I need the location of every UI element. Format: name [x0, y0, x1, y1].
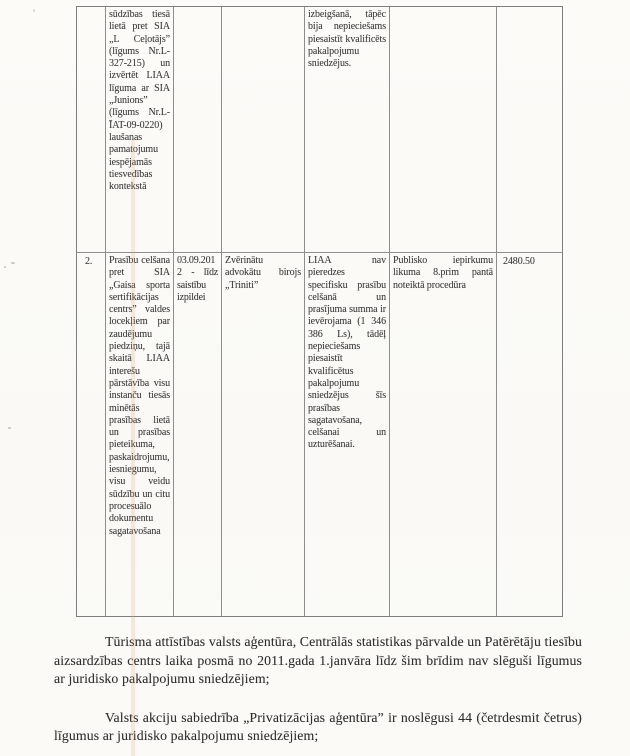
row1-amount-cell	[497, 7, 562, 253]
row1-number-cell	[77, 7, 106, 253]
row2-term-cell: 03.09.2012 - līdz saistību izpildei	[174, 253, 222, 616]
row2-justification-cell: LIAA nav pieredzes specifisku prasību celšanā un prasījuma summa ir ievērojama (1 346 386 Ls), tādēļ nepieciešams piesaistīt kvalificētus pakalpojumu sniedzējus šīs prasības sagatavošana, celšanai un uzturēšanai.	[305, 253, 390, 616]
body-paragraph-1: Tūrisma attīstības valsts aģentūra, Centrālās statistikas pārvalde un Patērētāju tiesību aizsardzības centrs laika posmā no 2011.gada 1.janvāra līdz šim brīdim nav slēguši līgumus ar juridisko pakalpojumu sniedzējiem;	[54, 634, 583, 687]
row2-procedure-cell: Publisko iepirkumu likuma 8.prim pantā noteiktā procedūra	[390, 253, 497, 616]
scan-speck	[8, 427, 11, 429]
body-text-block	[54, 633, 582, 746]
row2-amount-cell: 2480.50	[503, 256, 535, 267]
row1-description-cell: sūdzības tiesā lietā pret SIA „L Ceļotājs” (līgums Nr.L-327-215) un izvērtēt LIAA līguma ar SIA „Junions” (līgums Nr.L-ĪAT-09-0220) laušanas pamatojumu iespējamās tiesvedības kontekstā	[106, 7, 174, 253]
scan-speck	[11, 262, 15, 264]
row1-justification-cell: izbeigšanā, tāpēc bija nepieciešams piesaistīt kvalificēts pakalpojumu sniedzējus.	[305, 7, 390, 253]
row1-term-cell	[174, 7, 222, 253]
row2-number-cell: 2.	[77, 253, 106, 616]
row2-description-cell: Prasību celšana pret SIA „Gaisa sporta sertifikācijas centrs” valdes locekļiem par zaudējumu piedziņu, tajā skaitā LIAA interešu pārstāvība visu instanču tiesās minētās prasības lietā un prasības pieteikuma, paskaidrojumu, iesniegumu, visu veidu sūdzību un citu procesuālo dokumentu sagatavošana	[106, 253, 174, 616]
row1-procedure-cell	[390, 7, 497, 253]
scan-speck	[33, 9, 35, 12]
row1-provider-cell	[222, 7, 305, 253]
scan-speck	[4, 266, 6, 268]
row2-provider-cell: Zvērinātu advokātu birojs „Triniti”	[222, 253, 305, 616]
body-paragraph-2: Valsts akciju sabiedrība „Privatizācijas aģentūra” ir noslēgusi 44 (četrdesmit četrus) līgumus ar juridisko pakalpojumu sniedzējiem;	[54, 709, 582, 744]
contracts-table	[76, 6, 563, 617]
